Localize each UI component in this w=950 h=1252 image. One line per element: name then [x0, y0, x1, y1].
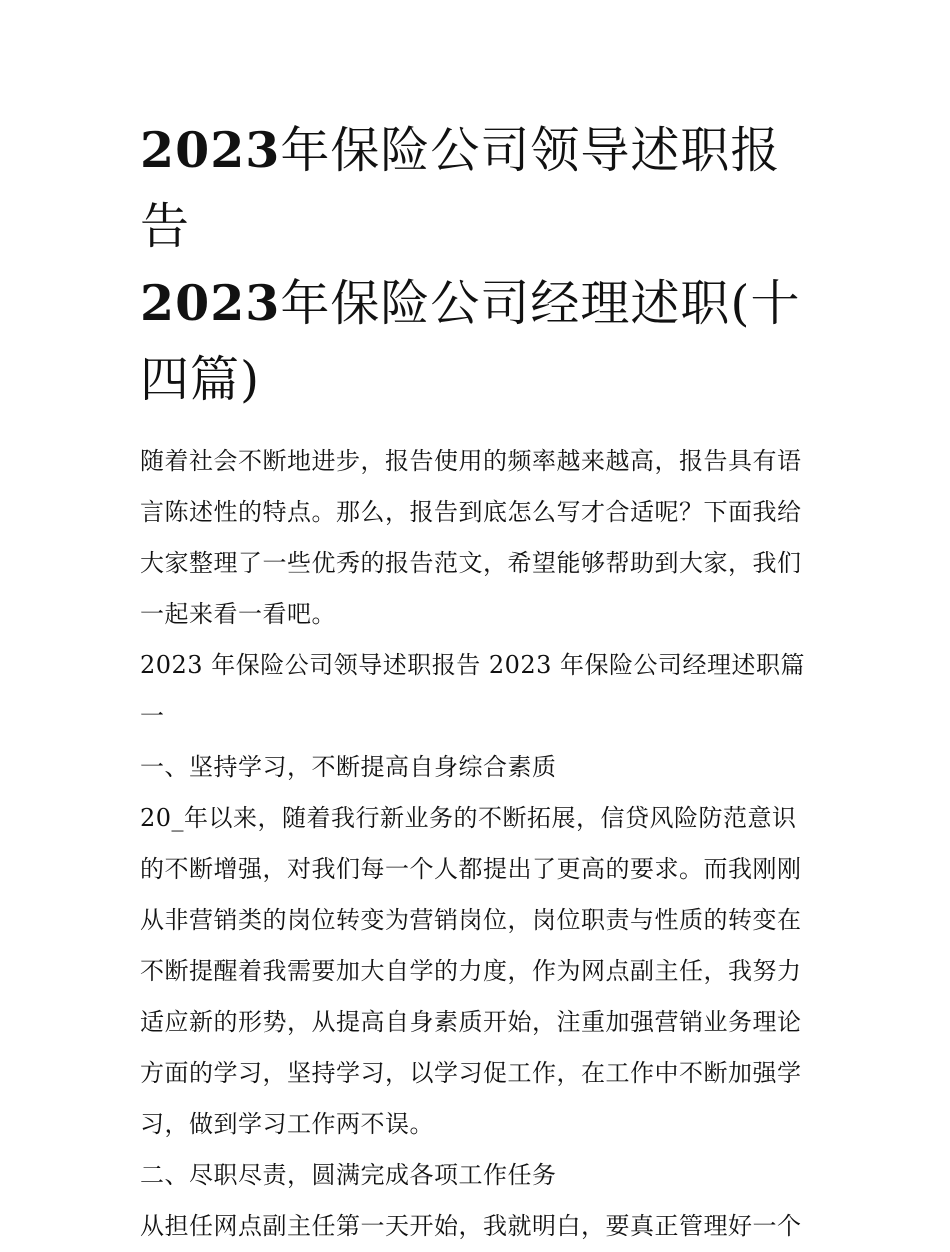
- title-line1-year: 2023: [140, 121, 281, 179]
- body-line: 20_年以来，随着我行新业务的不断拓展，信贷风险防范意识: [140, 804, 797, 832]
- title-line1-text: 年保险公司领导述职报告: [140, 122, 781, 255]
- title-line3-text: 四篇): [140, 351, 261, 408]
- section-heading: 二、尽职尽责，圆满完成各项工作任务: [140, 1161, 557, 1189]
- body-line: 随着社会不断地进步，报告使用的频率越来越高，报告具有语: [140, 447, 802, 475]
- body-line: 言陈述性的特点。那么，报告到底怎么写才合适呢？下面我给: [140, 498, 802, 526]
- body-line: 从非营销类的岗位转变为营销岗位，岗位职责与性质的转变在: [140, 906, 802, 934]
- document-page: [140, 112, 812, 1252]
- body-line: 方面的学习，坚持学习，以学习促工作，在工作中不断加强学: [140, 1059, 802, 1087]
- document-body: [140, 436, 812, 1252]
- section-heading: 一、坚持学习，不断提高自身综合素质: [140, 753, 557, 781]
- body-line: 习，做到学习工作两不误。: [140, 1110, 434, 1138]
- body-line: 的不断增强，对我们每一个人都提出了更高的要求。而我刚刚: [140, 855, 802, 883]
- title-line2-year: 2023: [140, 274, 281, 332]
- title-line2-text: 年保险公司经理述职(十: [280, 275, 801, 332]
- document-title: [140, 112, 812, 418]
- body-line: 从担任网点副主任第一天开始，我就明白，要真正管理好一个: [140, 1212, 802, 1240]
- section-title: 2023 年保险公司领导述职报告 2023 年保险公司经理述职篇一: [140, 651, 806, 730]
- body-line: 一起来看一看吧。: [140, 600, 336, 628]
- body-line: 适应新的形势，从提高自身素质开始，注重加强营销业务理论: [140, 1008, 802, 1036]
- body-line: 大家整理了一些优秀的报告范文，希望能够帮助到大家，我们: [140, 549, 802, 577]
- body-line: 不断提醒着我需要加大自学的力度，作为网点副主任，我努力: [140, 957, 802, 985]
